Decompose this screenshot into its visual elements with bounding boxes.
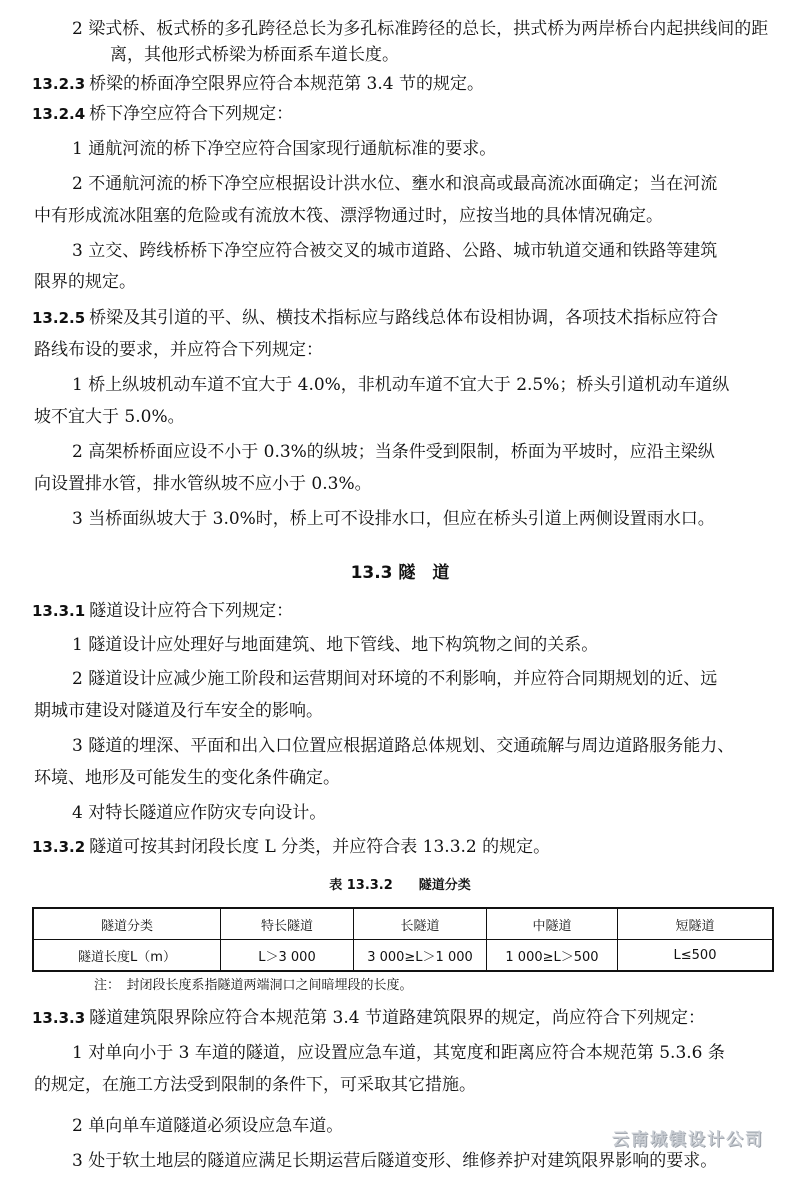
clause-item: 1 对单向小于 3 车道的隧道，应设置应急车道，其宽度和距离应符合本规范第 5.3.6 条 [72,1043,725,1063]
clause-13-2-4 [32,103,772,125]
clause-item: 3 立交、跨线桥桥下净空应符合被交叉的城市道路、公路、城市轨道交通和铁路等建筑 [72,241,718,261]
clause-item-continuation: 期城市建设对隧道及行车安全的影响。 [34,701,323,721]
clause-item: 4 对特长隧道应作防灾专向设计。 [72,803,327,823]
table-header-cell: 长隧道 [354,908,487,940]
watermark: 云南城镇设计公司 [612,1130,764,1150]
clause-number: 13.3.3 [32,1009,86,1027]
table-cell: 隧道长度L（m） [33,940,221,972]
clause-item: 2 高架桥桥面应设不小于 0.3%的纵坡；当条件受到限制，桥面为平坡时，应沿主梁纵 [72,442,715,462]
table-note: 注： 封闭段长度系指隧道两端洞口之间暗埋段的长度。 [94,978,413,993]
table-row [33,940,773,972]
clause-13-2-5 [32,307,772,329]
clause-item: 2 梁式桥、板式桥的多孔跨径总长为多孔标准跨径的总长，拱式桥为两岸桥台内起拱线间的距 [72,19,769,39]
clause-item: 3 隧道的埋深、平面和出入口位置应根据道路总体规划、交通疏解与周边道路服务能力、 [72,736,735,756]
clause-item: 2 隧道设计应减少施工阶段和运营期间对环境的不利影响，并应符合同期规划的近、远 [72,669,718,689]
clause-text-continuation: 路线布设的要求，并应符合下列规定： [34,340,323,360]
clause-text: 桥下净空应符合下列规定： [89,104,294,124]
table-cell: L＞3 000 [221,940,354,972]
clause-item-continuation: 中有形成流冰阻塞的危险或有流放木筏、漂浮物通过时，应按当地的具体情况确定。 [34,206,663,226]
clause-13-3-3 [32,1007,772,1029]
clause-text: 隧道建筑限界除应符合本规范第 3.4 节道路建筑限界的规定，尚应符合下列规定： [89,1008,705,1028]
clause-item-continuation: 向设置排水管，排水管纵坡不应小于 0.3%。 [34,474,372,494]
table-header-cell: 短隧道 [618,908,774,940]
tunnel-classification-table [32,907,774,972]
clause-13-3-2 [32,836,772,858]
clause-13-3-1 [32,600,772,622]
clause-text: 桥梁的桥面净空限界应符合本规范第 3.4 节的规定。 [89,74,484,94]
clause-item-continuation: 环境、地形及可能发生的变化条件确定。 [34,768,340,788]
clause-item: 1 桥上纵坡机动车道不宜大于 4.0%，非机动车道不宜大于 2.5%；桥头引道机动车道纵 [72,375,730,395]
clause-number: 13.2.3 [32,75,86,93]
clause-number: 13.2.5 [32,309,86,327]
clause-item: 1 隧道设计应处理好与地面建筑、地下管线、地下构筑物之间的关系。 [72,635,599,655]
clause-number: 13.3.1 [32,602,86,620]
table-caption: 表 13.3.2 隧道分类 [329,878,471,893]
clause-item: 3 处于软土地层的隧道应满足长期运营后隧道变形、维修养护对建筑限界影响的要求。 [72,1151,718,1171]
clause-item: 1 通航河流的桥下净空应符合国家现行通航标准的要求。 [72,139,497,159]
clause-item: 2 不通航河流的桥下净空应根据设计洪水位、壅水和浪高或最高流冰面确定；当在河流 [72,174,718,194]
clause-item-continuation: 离，其他形式桥梁为桥面系车道长度。 [110,45,399,65]
clause-number: 13.3.2 [32,838,86,856]
table-header-cell: 隧道分类 [33,908,221,940]
clause-number: 13.2.4 [32,105,86,123]
clause-text: 隧道设计应符合下列规定： [89,601,294,621]
table-cell: L≤500 [618,940,774,972]
clause-item: 2 单向单车道隧道必须设应急车道。 [72,1116,344,1136]
clause-item: 3 当桥面纵坡大于 3.0%时，桥上可不设排水口，但应在桥头引道上两侧设置雨水口。 [72,509,715,529]
table-header-row [33,908,773,940]
clause-item-continuation: 限界的规定。 [34,272,136,292]
section-title: 13.3 隧 道 [350,563,450,583]
table-cell: 3 000≥L＞1 000 [354,940,487,972]
clause-13-2-3 [32,73,772,95]
clause-item-continuation: 的规定，在施工方法受到限制的条件下，可采取其它措施。 [34,1075,476,1095]
table-header-cell: 特长隧道 [221,908,354,940]
table-header-cell: 中隧道 [487,908,618,940]
table-cell: 1 000≥L＞500 [487,940,618,972]
clause-item-continuation: 坡不宜大于 5.0%。 [34,407,185,427]
clause-text: 隧道可按其封闭段长度 L 分类，并应符合表 13.3.2 的规定。 [89,837,551,857]
clause-text: 桥梁及其引道的平、纵、横技术指标应与路线总体布设相协调，各项技术指标应符合 [89,308,719,328]
